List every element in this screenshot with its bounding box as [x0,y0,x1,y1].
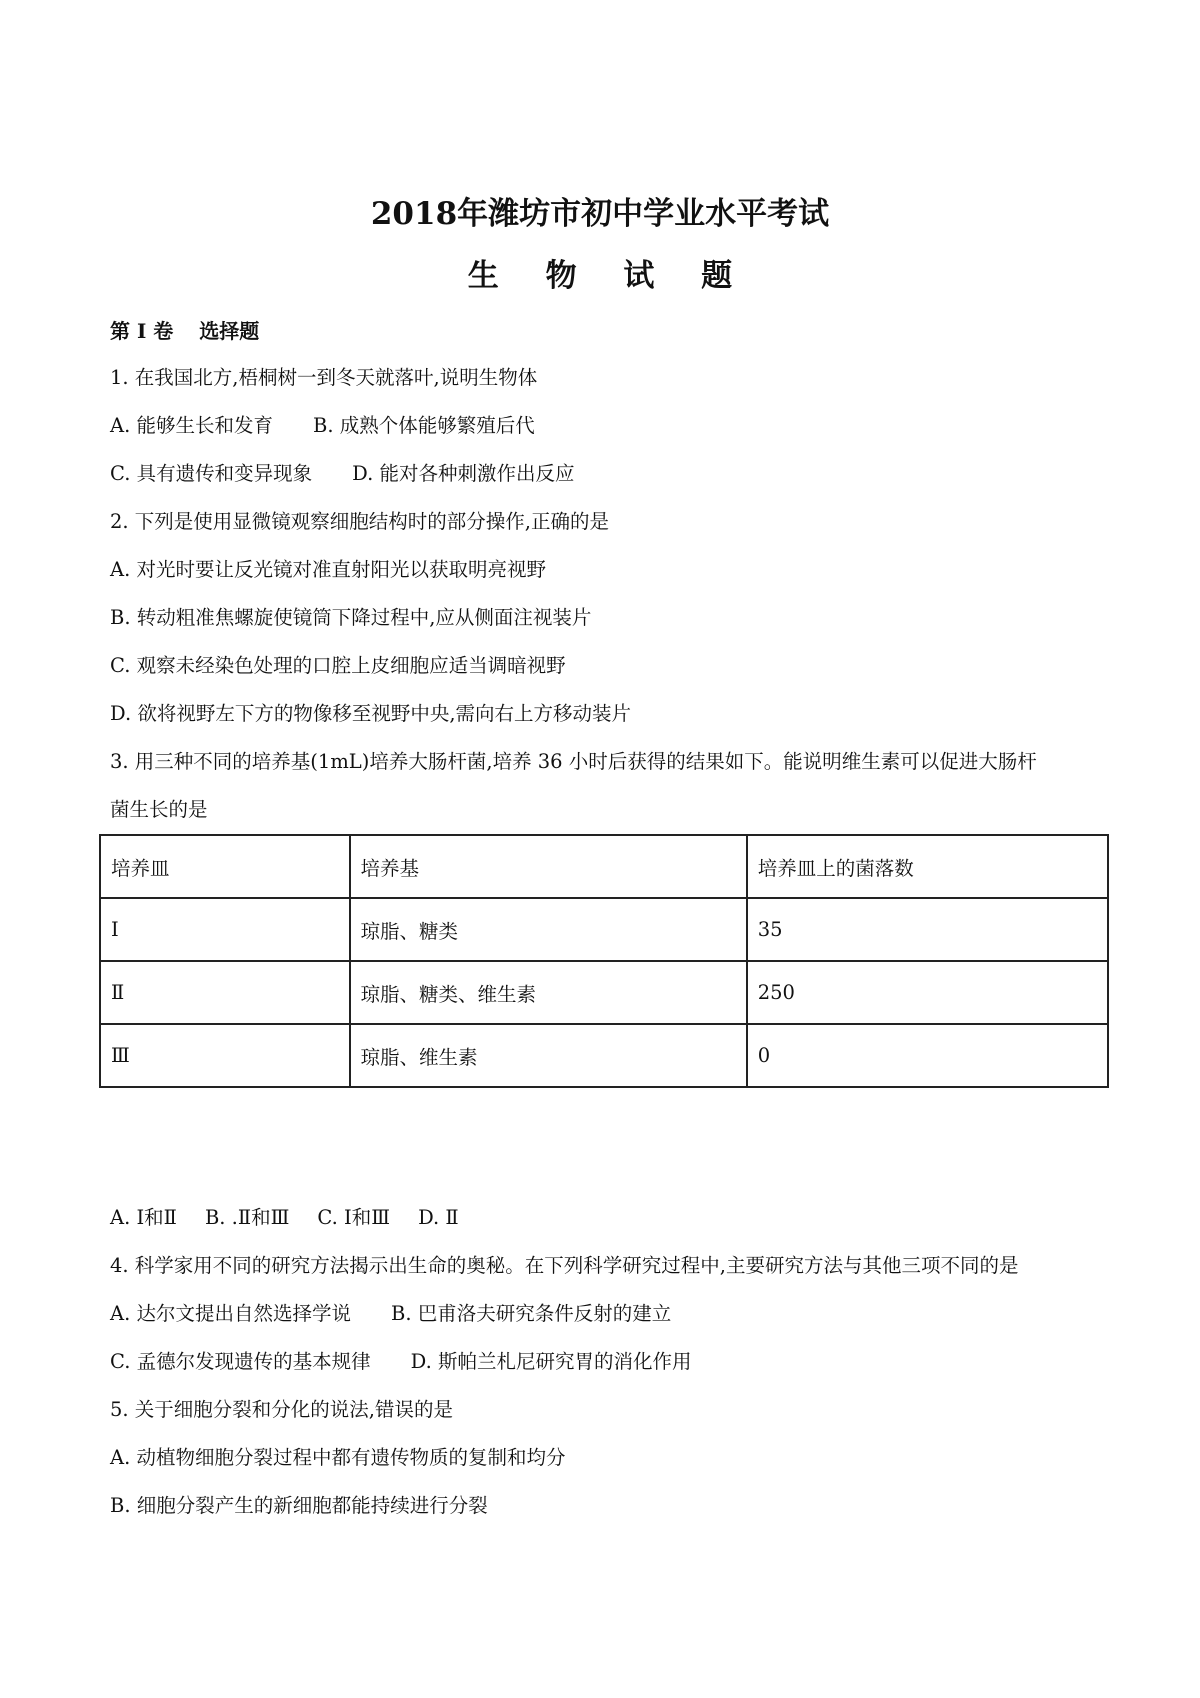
table-cell: Ⅱ [100,961,350,1024]
q3-options [110,1204,459,1232]
q4-stem: 4. 科学家用不同的研究方法揭示出生命的奥秘。在下列科学研究过程中,主要研究方法与其他三项不同的是 [110,1254,1019,1277]
table-row [100,898,1108,961]
q4-options-cd [110,1348,691,1376]
table-header-row [100,835,1108,898]
q2-option-b: B. 转动粗准焦螺旋使镜筒下降过程中,应从侧面注视装片 [110,606,592,629]
q5-stem: 5. 关于细胞分裂和分化的说法,错误的是 [110,1398,454,1421]
q3-option-a: A. Ⅰ和Ⅱ [110,1206,177,1229]
q2-option-c: C. 观察未经染色处理的口腔上皮细胞应适当调暗视野 [110,654,566,677]
table-cell: 琼脂、糖类 [350,898,747,961]
section-name: 选择题 [199,319,260,343]
page-title: 2018年潍坊市初中学业水平考试 [370,196,830,232]
q2-stem: 2. 下列是使用显微镜观察细胞结构时的部分操作,正确的是 [110,510,610,533]
q5-option-a: A. 动植物细胞分裂过程中都有遗传物质的复制和均分 [110,1446,566,1469]
page-subtitle: 生 物 试 题 [467,258,751,294]
table-cell: 琼脂、维生素 [350,1024,747,1087]
q2-option-d: D. 欲将视野左下方的物像移至视野中央,需向右上方移动装片 [110,702,632,725]
q1-option-b: B. 成熟个体能够繁殖后代 [312,414,535,437]
table-cell: Ⅰ [100,898,350,961]
table-cell: 250 [747,961,1108,1024]
q1-option-a: A. 能够生长和发育 [110,414,273,437]
table-header-cell: 培养基 [350,835,747,898]
table-cell: 35 [747,898,1108,961]
q4-options-ab [110,1300,671,1328]
q3-option-c: C. Ⅰ和Ⅲ [317,1206,391,1229]
q2-option-a: A. 对光时要让反光镜对准直射阳光以获取明亮视野 [110,558,546,581]
q1-option-d: D. 能对各种刺激作出反应 [352,462,575,485]
section-label: 第 Ⅰ 卷 [110,319,174,343]
q3-stem-line1: 3. 用三种不同的培养基(1mL)培养大肠杆菌,培养 36 小时后获得的结果如下。能说明维生素可以促进大肠杆 [110,750,1037,773]
q3-stem-line2: 菌生长的是 [110,798,208,821]
q1-stem: 1. 在我国北方,梧桐树一到冬天就落叶,说明生物体 [110,366,538,389]
table-cell: 0 [747,1024,1108,1087]
q4-option-a: A. 达尔文提出自然选择学说 [110,1302,351,1325]
q4-option-d: D. 斯帕兰札尼研究胃的消化作用 [410,1350,692,1373]
q3-option-b: B. .Ⅱ和Ⅲ [204,1206,290,1229]
q4-option-b: B. 巴甫洛夫研究条件反射的建立 [390,1302,672,1325]
q1-options-ab [110,412,535,440]
table-header-cell: 培养皿上的菌落数 [747,835,1108,898]
q3-option-d: D. Ⅱ [418,1206,459,1229]
q3-results-table [99,834,1109,1088]
q5-option-b: B. 细胞分裂产生的新细胞都能持续进行分裂 [110,1494,488,1517]
q4-option-c: C. 孟德尔发现遗传的基本规律 [110,1350,371,1373]
q1-option-c: C. 具有遗传和变异现象 [110,462,313,485]
q1-options-cd [110,460,574,488]
table-cell: Ⅲ [100,1024,350,1087]
table-row [100,1024,1108,1087]
table-header-cell: 培养皿 [100,835,350,898]
table-row [100,961,1108,1024]
section-heading [110,317,259,345]
table-cell: 琼脂、糖类、维生素 [350,961,747,1024]
